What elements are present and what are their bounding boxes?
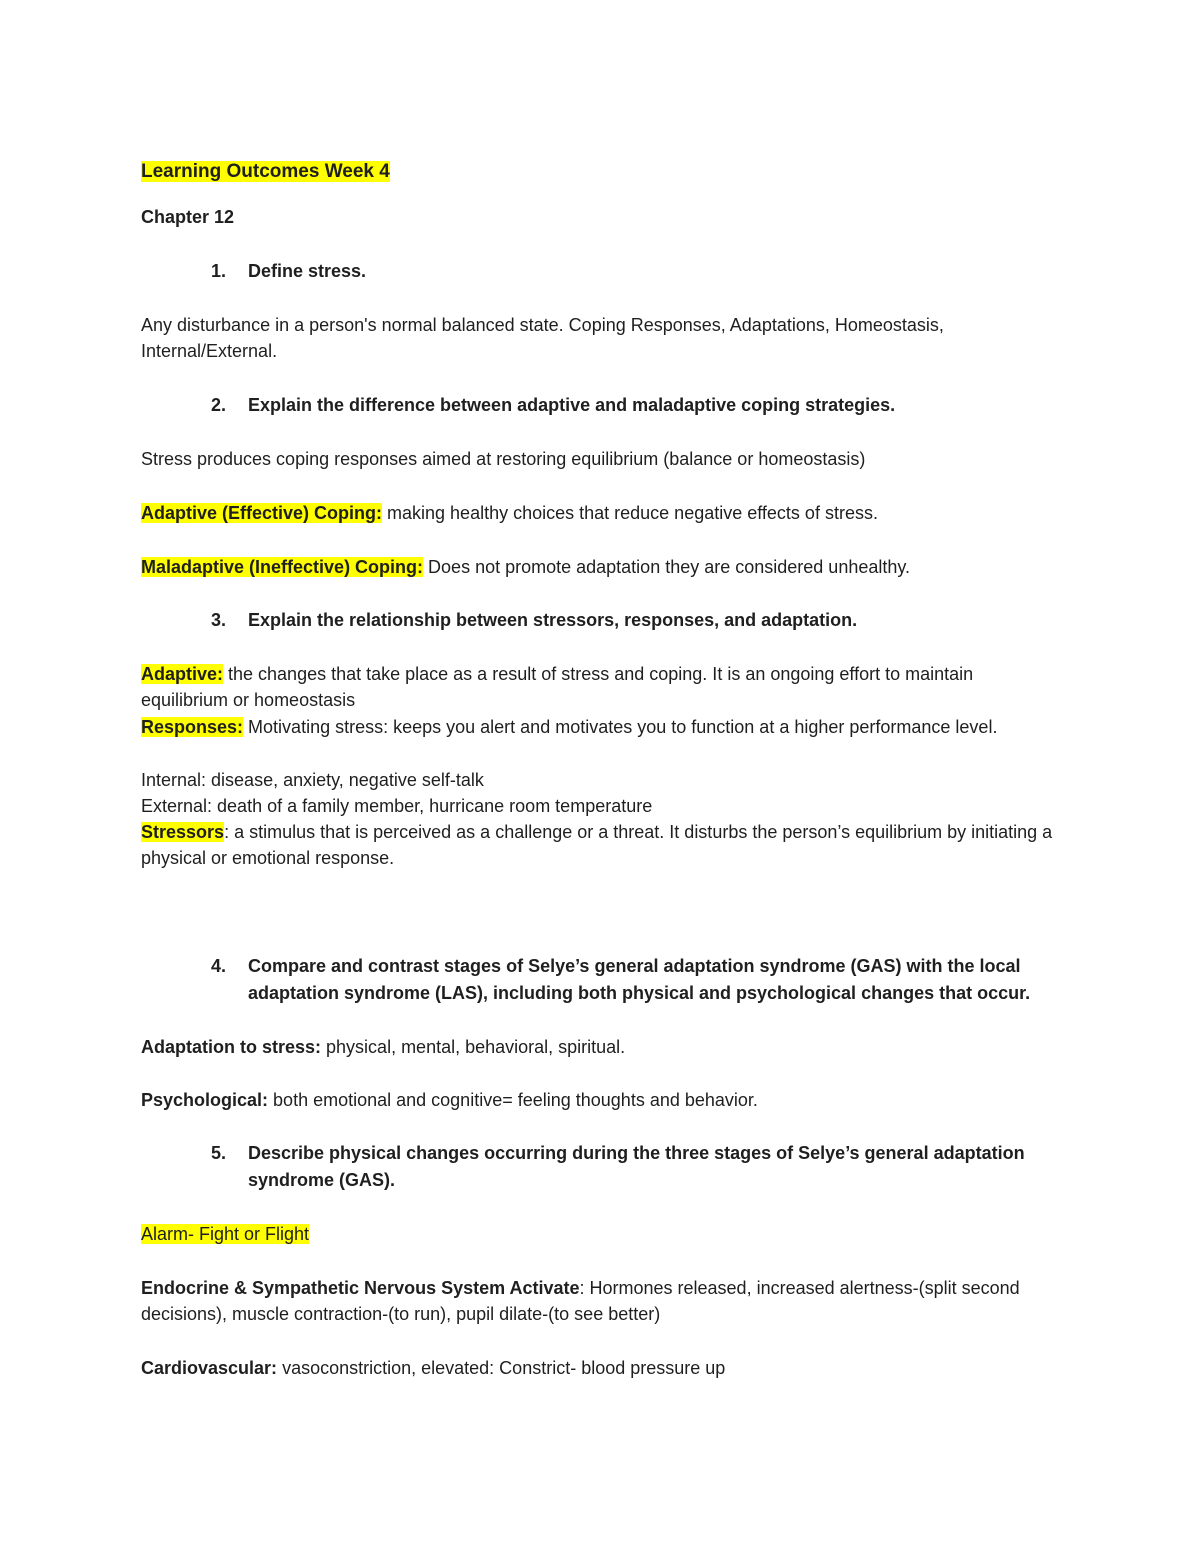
question-2 xyxy=(211,392,1061,419)
cardiovascular-text: vasoconstriction, elevated: Constrict- blood pressure up xyxy=(277,1358,726,1378)
question-number: 2. xyxy=(211,395,227,415)
question-text: Compare and contrast stages of Selye’s general adaptation syndrome (GAS) with the local adaptation syndrome (LAS), including both physical and psychological changes that occur. xyxy=(248,956,1031,1003)
q3-stressors-label: Stressors xyxy=(141,822,225,842)
q3-internal: Internal: disease, anxiety, negative self-talk xyxy=(141,770,484,790)
psychological xyxy=(141,1087,758,1113)
question-number: 3. xyxy=(211,610,227,630)
psychological-label: Psychological: xyxy=(141,1090,269,1110)
cardiovascular-label: Cardiovascular: xyxy=(141,1358,278,1378)
question-number: 5. xyxy=(211,1143,227,1163)
q3-responses-text: Motivating stress: keeps you alert and motivates you to function at a higher performance level. xyxy=(243,717,998,737)
adaptive-coping-label: Adaptive (Effective) Coping: xyxy=(141,503,383,523)
maladaptive-coping xyxy=(141,554,910,580)
question-text: Describe physical changes occurring during the three stages of Selye’s general adaptation syndrome (GAS). xyxy=(248,1143,1025,1190)
answer-1: Any disturbance in a person's normal balanced state. Coping Responses, Adaptations, Homeostasis, Internal/External. xyxy=(141,315,944,361)
title-highlight: Learning Outcomes Week 4 xyxy=(141,161,390,182)
alarm-stage xyxy=(141,1221,309,1247)
endocrine xyxy=(141,1275,1061,1327)
q3-external: External: death of a family member, hurricane room temperature xyxy=(141,796,653,816)
question-text: Explain the relationship between stressors, responses, and adaptation. xyxy=(248,610,858,630)
q3-adaptive xyxy=(141,661,1061,713)
endocrine-label: Endocrine & Sympathetic Nervous System Activate xyxy=(141,1278,580,1298)
endocrine-text: : Hormones released, increased alertness-(split second decisions), muscle contraction-(to run), pupil dilate-(to see better) xyxy=(141,1278,1020,1324)
chapter-heading: Chapter 12 xyxy=(141,207,235,227)
adaptation-text: physical, mental, behavioral, spiritual. xyxy=(321,1037,626,1057)
q3-adaptive-label: Adaptive: xyxy=(141,664,224,684)
adaptive-coping xyxy=(141,500,878,526)
question-3 xyxy=(211,607,1061,634)
q3-responses xyxy=(141,714,1061,740)
q3-adaptive-text: the changes that take place as a result of stress and coping. It is an ongoing effort to maintain equilibrium or homeostasis xyxy=(141,664,974,710)
cardiovascular xyxy=(141,1355,725,1381)
adaptation-label: Adaptation to stress: xyxy=(141,1037,322,1057)
q3-responses-label: Responses: xyxy=(141,717,244,737)
question-5 xyxy=(211,1140,1061,1194)
q3-stressors-text: : a stimulus that is perceived as a challenge or a threat. It disturbs the person’s equilibrium by initiating a physical or emotional response. xyxy=(141,822,1053,868)
document-title xyxy=(141,159,390,185)
adaptation-to-stress xyxy=(141,1034,625,1060)
alarm-stage-text: Alarm- Fight or Flight xyxy=(141,1224,310,1244)
maladaptive-coping-label: Maladaptive (Ineffective) Coping: xyxy=(141,557,424,577)
question-text: Define stress. xyxy=(248,261,367,281)
q2-intro: Stress produces coping responses aimed at restoring equilibrium (balance or homeostasis) xyxy=(141,449,866,469)
question-4 xyxy=(211,953,1061,1007)
adaptive-coping-text: making healthy choices that reduce negative effects of stress. xyxy=(382,503,878,523)
maladaptive-coping-text: Does not promote adaptation they are considered unhealthy. xyxy=(423,557,911,577)
q3-stressors xyxy=(141,819,1061,871)
psychological-text: both emotional and cognitive= feeling thoughts and behavior. xyxy=(268,1090,758,1110)
question-text: Explain the difference between adaptive and maladaptive coping strategies. xyxy=(248,395,896,415)
question-number: 4. xyxy=(211,956,227,976)
question-number: 1. xyxy=(211,261,227,281)
question-1 xyxy=(211,258,1061,285)
